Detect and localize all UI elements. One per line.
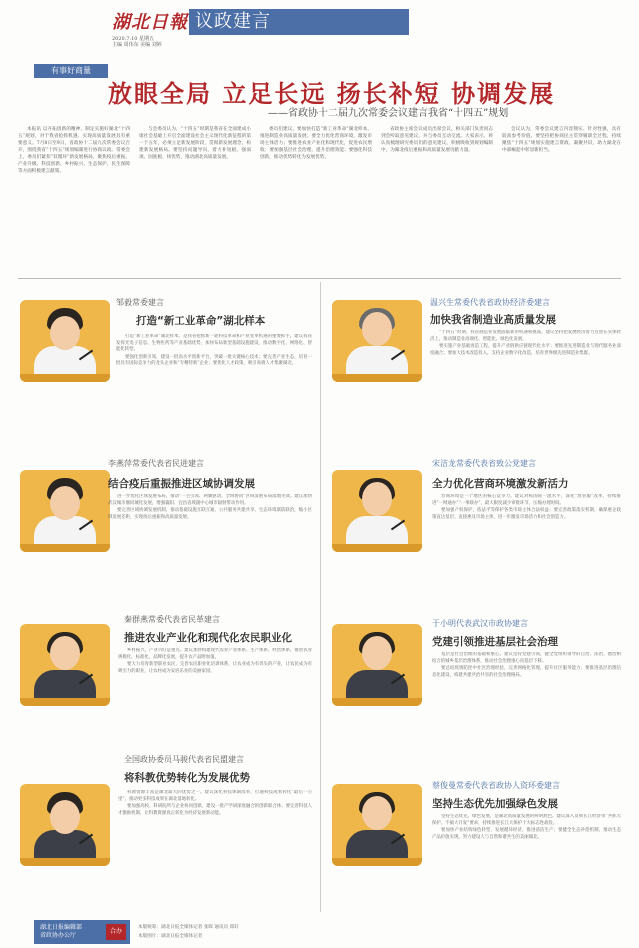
speaker-photo [332,624,422,706]
main-headline: 放眼全局 立足长远 扬长补短 协调发展 [108,80,556,108]
speaker-headline: 将科教优势转化为发展优势 [124,772,250,784]
speaker-body: 营商环境是一个地区的核心竞争力。建议对标国际一流水平，深化“放管服”改革，持续推进“一网通办”“一事联办”，最大限度减少审批环节、压缩办理时间。 要加强产权保护，依法平等保护各类市场主体合法权益；要完善政策落实机制，确保惠企政策直达基层、直接惠及市场主体，进一步激发市场活力和社会创造力。 [432,494,621,520]
speaker-title: 宋洁龙常委代表省致公党建言 [432,459,536,468]
speaker-body: 进一步优化区域发展布局，推动“一主引领、两翼驱动、全域协同”区域发展布局落地见效。建议加快武汉城市圈同城化发展，增强襄阳、宜昌省域副中心城市辐射带动作用。 要完善区域协调发展机制，推动基础设施互联互通、公共服务共建共享、生态环境联防联治，缩小区域发展差距，实现疫后重振和高质量发展。 [108,494,312,520]
speaker-headline: 打造“新工业革命”湖北样本 [136,315,266,327]
speaker-headline: 推进农业产业化和现代化农民职业化 [124,632,292,644]
speaker-title: 全国政协委员马骏代表省民盟建言 [124,755,244,764]
speaker-title: 李燕萍常委代表省民进建言 [108,459,204,468]
column-divider [320,282,321,912]
speaker-body: 坚持生态优先、绿色发展，是湖北高质量发展的鲜明底色。建议深入贯彻长江经济带“共抓大保护、不搞大开发”要求，持续推进长江大保护十大标志性战役。 要加快产业结构绿色转型，发展循环经济，推进清洁生产；要健全生态补偿机制，推动生态产品价值实现，努力建设人与自然和谐共生的美丽湖北。 [432,814,621,840]
speaker-body: 打造“新工业革命”湖北样本，是我省抢抓新一轮科技革命和产业变革机遇的重要抓手。建议我省发挥光电子信息、生物医药等产业基础优势，加快布局新型基础设施建设，推动数字化、网络化、智能化转型。 要强化创新引领，建设一批高水平创新平台，突破一批关键核心技术；要完善产业生态，培育一批具有国际竞争力的龙头企业和“专精特新”企业；要优化人才政策，吸引高端人才集聚湖北。 [116,334,312,367]
speaker-headline: 党建引领推进基层社会治理 [432,636,558,648]
speaker-body: “十四五”时期，我省制造业发展面临新的机遇和挑战。建议坚持把发展经济着力点放在实体经济上，推动制造业高端化、智能化、绿色化发展。 要实施产业基础再造工程，提升产业链供应链现代化水平；要推进先进制造业与现代服务业深度融合；要加大技术改造投入，支持企业数字化改造，培育世界级先进制造业集群。 [430,330,621,356]
issue-info [112,36,162,48]
newspaper-logo: 湖北日報 [112,12,188,33]
speaker-photo [20,624,110,706]
speaker-body: 科教资源丰富是湖北最大的优势之一。建议深化科技体制改革，打通科技成果转化“最后一公里”，推动更多科技成果在湖北落地转化。 要加强高校、科研院所与企业协同创新，建设一批产学研深度融合的创新联合体；要完善科技人才激励机制，让科教资源真正转化为经济发展新动能。 [118,790,312,816]
speaker-headline: 全力优化营商环境激发新活力 [432,478,569,490]
speaker-title: 于小明代表武汉市政协建言 [432,619,528,628]
speaker-body: 乡村振兴，产业兴旺是重点。建议加快构建现代农业产业体系、生产体系、经营体系，推进农业规模化、标准化、品牌化发展，提升农产品附加值。 要大力培育新型职业农民，完善农民职业化培训体系，让农业成为有奔头的产业，让农民成为有吸引力的职业，让农村成为安居乐业的美丽家园。 [118,648,312,674]
lead-column-1: 本报讯 以开拓创新的精神、制定实施好湖北“十四五”规划，对于我省抢抓机遇、实现高质量发展具有重要意义。7月8日至9日，省政协十二届九次常委会议召开，围绕我省“十四五”规划编制进行协商议政。常委会上，委员们紧扣“双循环”新发展格局，聚焦疫后重振、产业升级、科技创新、乡村振兴、生态保护、民生保障等方面积极建言献策。 [18,127,130,174]
speaker-photo [20,300,110,382]
lead-column-4: 省政协主席会议成员出席会议，相关部门负责同志到会听取意见建议，并与委员互动交流。大家表示，将认真梳理研究委员们的意见建议，积极吸收到规划编制中，为湖北疫后重振和高质量发展贡献力量。 [381,127,493,153]
co-organizer-2: 省政协办公厅 [40,932,77,939]
speaker-photo [332,300,422,382]
section-banner: 议政建言 [189,9,409,35]
speaker-title: 温兴生常委代表省政协经济委建言 [430,298,550,307]
speaker-headline: 加快我省制造业高质量发展 [430,314,556,326]
co-organizer-1: 湖北日报编辑部 [40,924,83,931]
lead-column-3: 委员们建议，要加快打造“新工业革命”湖北样本，推进制造业高质量发展；要全力优化营商环境，激发市场主体活力；要推进农业产业化和现代化，促进农民增收；要加强基层社会治理，提升治理效能；要强化科技创新，推动优势转化为发展优势。 [260,127,372,160]
speaker-headline: 坚持生态优先加强绿色发展 [432,798,558,810]
speaker-title: 邹毅常委建言 [116,298,164,307]
speaker-title: 蔡俊曼常委代表省政协人资环委建言 [432,781,560,790]
issue-editors: 主编 周伟东 美编 刘婷 [112,42,162,48]
column-tag: 有事好商量 [34,64,108,78]
speaker-photo [332,784,422,866]
speaker-title: 秦群燕常委代表省民革建言 [124,615,220,624]
masthead [0,0,639,60]
lead-column-2: 与会委员认为，“十四五”时期是我省在全面建成小康社会基础上开启全面建设社会主义现代化新征程的第一个五年，必须立足新发展阶段，贯彻新发展理念，构建新发展格局。要坚持问题导向，着力补短板、强弱项、固底板、扬优势，推动湖北高质量发展。 [139,127,251,160]
speaker-headline: 结合疫后重振推进区域协调发展 [108,478,255,490]
divider [18,278,621,279]
credits-line: 本版统筹：湖北日报全媒体记者 张晖 通讯员 郑轩 [138,925,239,930]
co-host-badge: 合办 [106,924,126,940]
page-number: 07 [373,10,399,34]
lead-column-5: 会议认为，常委会议建言内容翔实、针对性强，具有较高参考价值。要坚持把协商民主贯穿履职全过程，持续聚焦“十四五”规划实施建言资政、凝聚共识，助力湖北在中部崛起中彰显新担当。 [502,127,621,153]
issue-date: 2020.7.10 星期五 [112,36,155,42]
speaker-photo [20,784,110,866]
speaker-body: 基层是社会治理的基础和重心。建议坚持党建引领，健全党组织领导的自治、法治、德治相结合的城乡基层治理体系，推动社会治理重心向基层下移。 要总结疫情防控中社区治理经验，完善网格化管理，提升社区服务能力；要推进基层治理信息化建设，构建共建共治共享的社会治理格局。 [432,652,621,678]
speaker-photo [20,470,110,552]
sub-headline: ——省政协十二届九次常委会议建言我省“十四五”规划 [268,108,509,119]
speaker-photo [332,470,422,552]
photo-credits: 本版图片：湖北日报全媒体记者 [138,934,203,939]
